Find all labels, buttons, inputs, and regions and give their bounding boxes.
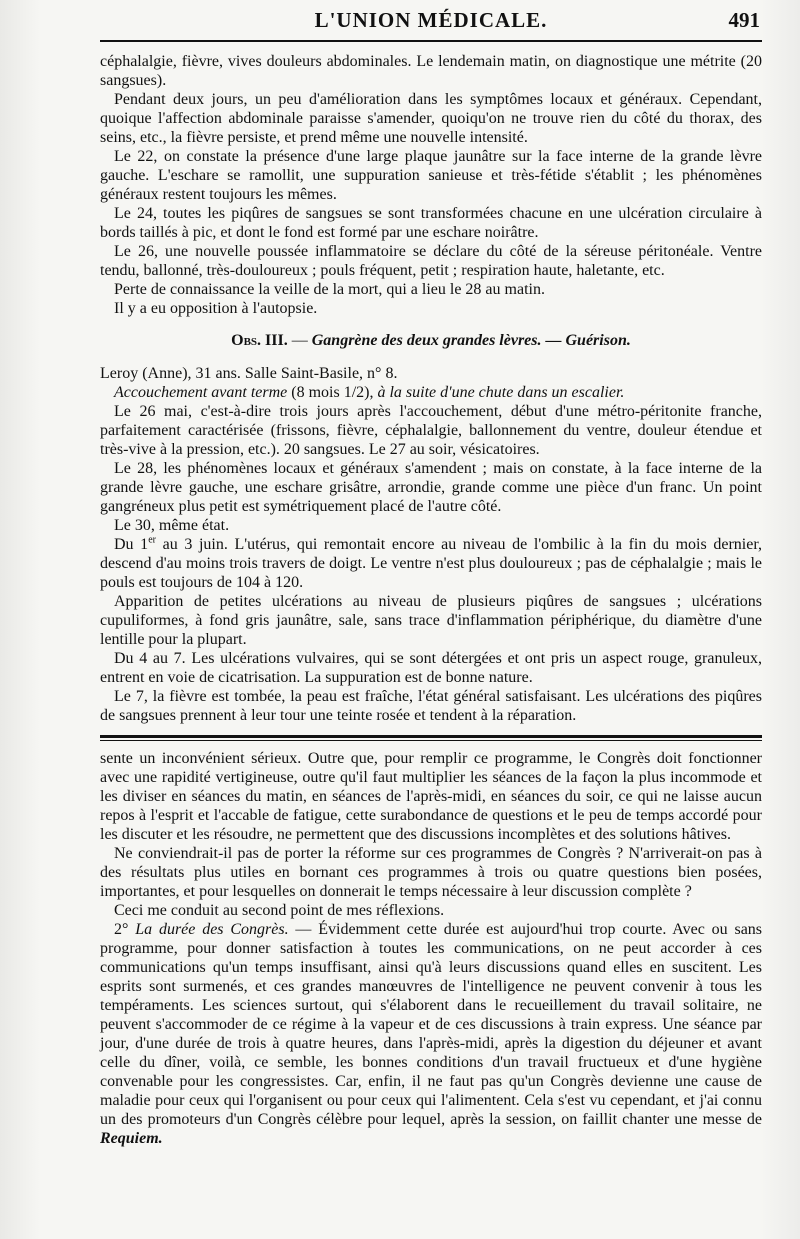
separator-thin-rule [100,740,762,741]
paragraph: Le 30, même état. [114,517,230,534]
paragraph: Perte de connaissance la veille de la mort, qui a lieu le 28 au matin. [114,281,545,298]
paragraph: Ceci me conduit au second point de mes réflexions. [114,902,445,919]
paragraph: Le 7, la fièvre est tombée, la peau est fraîche, l'état général satisfaisant. Les ulcérations des piqûres de sangsues prennent à leur tour une teinte rosée et tendent à la réparation. [100,688,762,724]
paragraph-june [100,535,762,592]
article-continuation [100,749,762,1148]
running-head [100,0,762,42]
observation-2-end [100,52,762,318]
circumstance-italic: Accouchement avant terme [114,384,288,401]
observation-heading [100,330,762,352]
paragraph: Ne conviendrait-il pas de porter la réforme sur ces programmes de Congrès ? N'arriverait-on pas à des résultats plus utiles en bornant ces programmes à trois ou quatre questions bien posées, importantes, et pour lesquelles on donnerait le temps nécessaire à leur discussion complète ? [100,845,762,900]
observation-title: Gangrène des deux grandes lèvres. [311,332,542,349]
paragraph: Du 4 au 7. Les ulcérations vulvaires, qui se sont détergées et ont pris un aspect rouge, granuleux, entrent en voie de cicatrisation. La suppuration est de bonne nature. [100,650,762,686]
paragraph: Le 26, une nouvelle poussée inflammatoire se déclare du côté de la séreuse péritonéale. Ventre tendu, ballonné, très-douloureux ; pouls fréquent, petit ; respiration haute, haletante, etc. [100,243,762,279]
paragraph: Il y a eu opposition à l'autopsie. [114,300,318,317]
running-title: L'UNION MÉDICALE. [314,8,548,32]
paragraph: céphalalgie, fièvre, vives douleurs abdominales. Le lendemain matin, on diagnostique une métrite (20 sangsues). [100,53,762,89]
point-body: Évidemment cette durée est aujourd'hui trop courte. Avec ou sans programme, pour donner satisfaction à toutes les communications, on ne peut accorder à ces communications qu'un temps insuffisant, ainsi qu'à leurs discussions quand elles en suscitent. Les esprits sont surmenés, et ces grandes manœuvres de l'intelligence ne peuvent convenir à tous les tempéraments. Les sciences surtout, qui s'élaborent dans le recueillement du travail solitaire, ne peuvent s'accommoder de ce régime à la vapeur et de ces discussions à train express. Une séance par jour, d'une durée de trois à quatre heures, dans l'après-midi, après la digestion du déjeuner et avant celle du dîner, voilà, ce semble, les bonnes conditions d'un travail fructueux et d'une hygiène convenable pour les congressistes. Car, enfin, il ne faut pas qu'un Congrès devienne une cause de maladie pour ceux qui l'organisent ou pour ceux qui l'alimentent. Cela s'est vu cependant, et j'ai connu un des promoteurs d'un Congrès célèbre pour lequel, après la session, on faillit chanter une messe de [100,921,763,1128]
observation-label: Obs. III. [231,332,288,349]
june-rest: au 3 juin. L'utérus, qui remontait encore au niveau de l'ombilic à la fin du mois dernier, descend d'au moins trois travers de doigt. Le ventre n'est plus douloureux ; pas de céphalalgie ; mais le pouls est toujours de 104 à 120. [100,536,762,591]
requiem-word: Requiem. [100,1130,163,1147]
paragraph: Le 24, toutes les piqûres de sangsues se sont transformées chacune en une ulcération circulaire à bords taillés à pic, et dont le fond est formé par une eschare noirâtre. [100,205,762,241]
paragraph: sente un inconvénient sérieux. Outre que, pour remplir ce programme, le Congrès doit fonctionner avec une rapidité vertigineuse, outre qu'il faut multiplier les séances de la façon la plus incommode et les diviser en séances du matin, en séances de l'après-midi, en séances du soir, ce qui ne laisse aucun repos à l'esprit et l'accable de fatigue, cette surabondance de questions et le peu de temps accordé pour les discuter et les résoudre, ne permettent que des discussions incomplètes et des solutions hâtives. [100,750,762,843]
point-number: 2° [114,921,129,938]
june-superscript: er [148,534,156,546]
observation-3 [100,330,762,725]
paragraph: Pendant deux jours, un peu d'amélioration dans les symptômes locaux et généraux. Cependant, quoique l'affection abdominale paraisse s'amender, quoiqu'on ne trouve rien du côté du thorax, des seins, etc., la fièvre persiste, et prend même une nouvelle intensité. [100,91,762,146]
paragraph-duration [100,920,762,1148]
heading-dash: — [291,332,308,349]
circumstance-line [100,383,762,402]
paragraph: Le 22, on constate la présence d'une large plaque jaunâtre sur la face interne de la grande lèvre gauche. L'eschare se ramollit, une suppuration sanieuse et très-fétide s'établit ; les phénomènes généraux restent toujours les mêmes. [100,148,762,203]
paragraph: Le 26 mai, c'est-à-dire trois jours après l'accouchement, début d'une métro-péritonite franche, parfaitement caractérisée (frissons, fièvre, céphalalgie, ballonnement du ventre, douleur étendue et très-vive à la pression, etc.). 20 sangsues. Le 27 au soir, vésicatoires. [100,403,762,458]
paragraph: Apparition de petites ulcérations au niveau de plusieurs piqûres de sangsues ; ulcérations cupuliformes, à fond gris jaunâtre, sale, sans trace d'inflammation périphérique, du diamètre d'une lentille pour la plupart. [100,593,762,648]
paragraph: Le 28, les phénomènes locaux et généraux s'amendent ; mais on constate, à la face interne de la grande lèvre gauche, une eschare grisâtre, arrondie, grande comme une pièce d'un franc. Un point gangréneux plus petit est symétriquement placé de l'autre côté. [100,460,762,515]
observation-outcome: — Guérison. [545,332,631,349]
circumstance-term: (8 mois 1/2), [287,384,378,401]
section-separator [100,735,762,743]
point-heading: La durée des Congrès. [135,921,289,938]
patient-line: Leroy (Anne), 31 ans. Salle Saint-Basile, n° 8. [100,365,398,382]
separator-thick-rule [100,735,762,738]
page-number: 491 [728,8,760,32]
point-dash: — [288,921,319,938]
june-prefix: Du 1 [114,536,149,553]
circumstance-cause: à la suite d'une chute dans un escalier. [377,384,625,401]
